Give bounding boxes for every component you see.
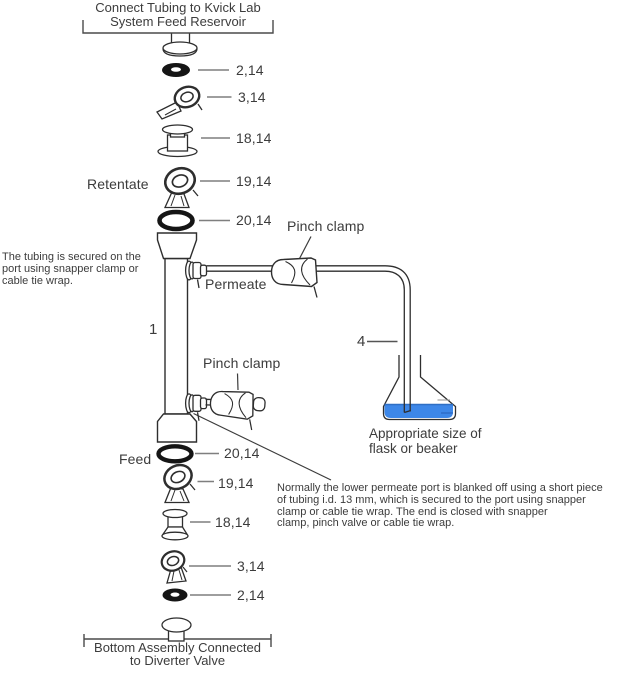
o-ring-20-14-lower-icon [159,446,192,461]
part-label-19-14-upper: 19,14 [236,173,272,189]
top-box-title-line2: System Feed Reservoir [110,14,246,29]
part-label-18-14-upper: 18,14 [236,130,272,146]
retentate-label: Retentate [87,176,149,192]
tubing-ref-label: 4 [357,333,366,350]
snapper-clamp-19-14-lower-icon [160,461,195,503]
feed-label: Feed [119,451,152,467]
right-note-line3: clamp or cable tie wrap. The end is closed with snapper [277,505,548,518]
permeate-label: Permeate [205,276,267,292]
gasket-2-14-upper-icon [162,63,190,77]
flask-caption-line2: flask or beaker [369,441,458,456]
part-label-20-14-lower: 20,14 [224,445,260,461]
column-ref-label: 1 [149,321,158,338]
snapper-clamp-3-14-upper-icon [157,83,202,119]
part-label-3-14-upper: 3,14 [238,89,266,105]
part-label-19-14-lower: 19,14 [218,475,254,491]
bottom-box-title-line1: Bottom Assembly Connected [94,640,261,655]
left-note-line2: port using snapper clamp or [2,262,139,275]
snapper-clamp-19-14-upper-icon [162,164,199,207]
right-note-line1: Normally the lower permeate port is blanked off using a short piece [277,482,603,494]
part-label-2-14-upper: 2,14 [236,62,264,78]
connector-18-14-lower-icon [162,510,188,540]
flask-caption-line1: Appropriate size of [369,426,482,441]
snapper-clamp-3-14-lower-icon [159,548,187,583]
o-ring-20-14-upper-icon [160,212,193,229]
permeate-port-upper-icon [186,261,207,288]
top-box-title-line1: Connect Tubing to Kvick Lab [95,0,261,15]
pinch-clamp-lower-label: Pinch clamp [203,355,281,371]
right-note-line2: of tubing i.d. 13 mm, which is secured to the port using snapper [277,493,586,506]
reservoir-connector-icon [163,34,197,57]
part-label-18-14-lower: 18,14 [215,514,251,530]
part-label-3-14-lower: 3,14 [237,558,265,574]
pinch-clamp-upper-icon [272,258,318,298]
bottom-box-title-line2: to Diverter Valve [129,653,226,668]
gasket-2-14-lower-icon [163,589,188,602]
part-label-20-14-upper: 20,14 [236,212,272,228]
part-label-2-14-lower: 2,14 [237,587,265,603]
right-note-line4: clamp, pinch valve or cable tie wrap. [277,517,455,530]
pinch-clamp-upper-label: Pinch clamp [287,218,365,234]
diverter-connector-icon [162,618,191,641]
connector-18-14-upper-icon [158,125,197,157]
left-note-line1: The tubing is secured on the [2,251,141,263]
flask-liquid [385,405,454,419]
left-note-line3: cable tie wrap. [2,274,73,287]
flask-icon [384,355,456,420]
